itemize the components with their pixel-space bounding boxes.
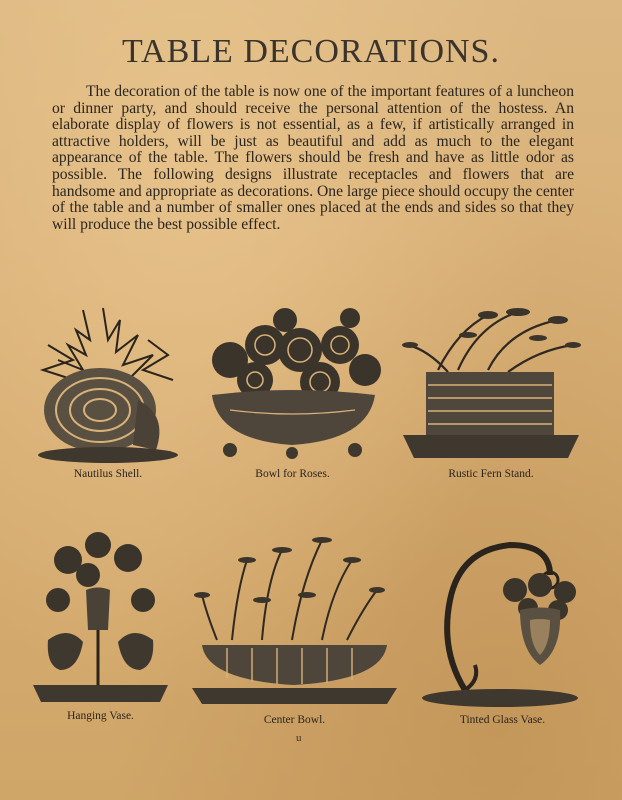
nautilus-shell-illustration [28, 300, 188, 465]
figure-tinted-glass-vase [420, 530, 585, 730]
bowl-for-roses-illustration [190, 300, 395, 465]
hanging-vase-illustration [28, 530, 173, 708]
figure-center-bowl [192, 530, 397, 730]
figure-bowl-for-roses [190, 300, 395, 486]
caption-hanging-vase: Hanging Vase. [67, 710, 134, 722]
caption-rustic-fern-stand: Rustic Fern Stand. [448, 468, 534, 480]
tinted-glass-vase-illustration [420, 530, 585, 710]
caption-nautilus-shell: Nautilus Shell. [73, 468, 143, 480]
caption-bowl-for-roses: Bowl for Roses. [255, 468, 330, 480]
figure-nautilus-shell [28, 300, 188, 486]
figure-rustic-fern-stand [398, 300, 584, 486]
page-number: u [296, 732, 302, 744]
figure-hanging-vase [28, 530, 173, 726]
rustic-fern-stand-illustration [398, 300, 584, 465]
page-title: TABLE DECORATIONS. [122, 33, 500, 70]
center-bowl-illustration [192, 530, 397, 710]
intro-paragraph: The decoration of the table is now one of the important features of a luncheon or dinner party, and should receive the personal attention of the hostess. An elaborate display of flowers is not essential, as a few, if artistically arranged in attractive holders, will be just as beautiful and add as much to the elegant appearance of the table. The flowers should be fresh and have as little odor as possible. The following designs illustrate receptacles and flowers that are handsome and appropriate as decorations. One large piece should occupy the center of the table and a number of smaller ones placed at the ends and sides so that they will produce the best possible effect. [52, 83, 574, 233]
caption-center-bowl: Center Bowl. [263, 714, 326, 726]
caption-tinted-glass-vase: Tinted Glass Vase. [459, 714, 546, 726]
